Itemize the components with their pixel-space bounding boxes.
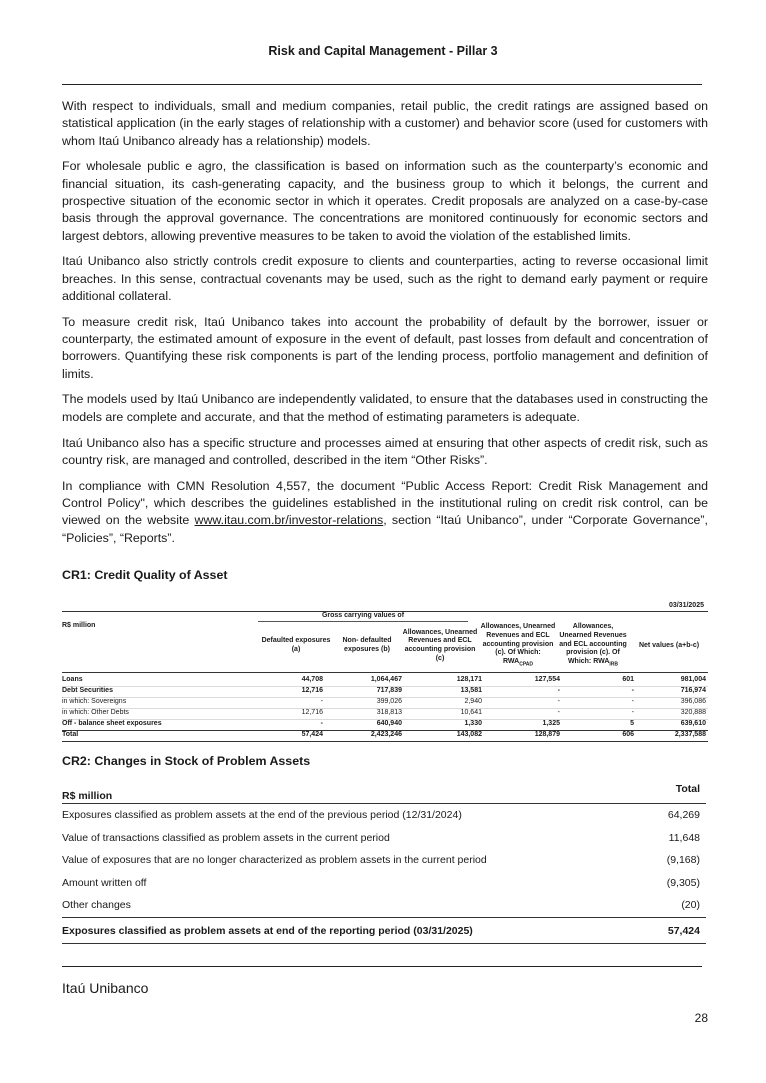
cr1-cell: - xyxy=(557,698,560,705)
cr1-cell: - xyxy=(557,709,560,716)
paragraph: With respect to individuals, small and medium companies, retail public, the credit ratings are assigned based on statistical application (in the early stages of relationship with a customer) and behavior score (used for customers with whom Itaú Unibanco already has a relationship) models. xyxy=(62,99,708,148)
paragraph: Itaú Unibanco also has a specific structure and processes aimed at ensuring that other aspects of credit risk, such as country risk, are managed and controlled, described in the item “Other Risks”. xyxy=(62,435,708,467)
cr1-cell: 981,004 xyxy=(680,676,706,683)
cr1-cell: 396,086 xyxy=(680,698,706,705)
cr2-total-header: Total xyxy=(675,783,700,795)
cr2-table-row xyxy=(62,805,706,827)
cr1-cell: - xyxy=(631,687,634,694)
table-rule xyxy=(62,803,706,804)
cr1-column-header xyxy=(480,621,556,671)
policy-text-before: In compliance with CMN Resolution 4,557, the document “Public Access Report: Credit Risk Management and Control Policy", which describes the guidelines established in the institutional ruling on credit risk control, can be viewed on the website xyxy=(62,478,708,528)
cr1-cell: - xyxy=(557,687,560,694)
cr1-cell: 127,554 xyxy=(534,676,560,683)
cr1-cell: 13,581 xyxy=(460,687,482,694)
footer-divider xyxy=(62,966,702,967)
investor-relations-link[interactable]: www.itau.com.br/investor-relations xyxy=(194,513,384,528)
cr1-row-label: Loans xyxy=(62,676,83,683)
cr1-cell: - xyxy=(320,698,323,705)
cr1-column-header xyxy=(334,621,400,671)
cr1-cell: 399,026 xyxy=(376,698,402,705)
cr1-column-header xyxy=(556,621,630,671)
cr1-cell: 601 xyxy=(622,676,634,683)
cr1-cell: 1,064,467 xyxy=(370,676,402,683)
cr1-column-label: Non- defaulted exposures (b) xyxy=(342,637,392,653)
cr2-row-label: Amount written off xyxy=(62,876,147,889)
cr1-column-label: Net values (a+b-c) xyxy=(638,641,700,649)
page-number: 28 xyxy=(694,1011,708,1025)
cr1-column-header xyxy=(630,621,708,671)
cr1-table-row xyxy=(62,697,708,708)
cr1-cell: 10,641 xyxy=(460,709,482,716)
cr2-row-value: 11,648 xyxy=(668,831,700,844)
cr2-row-label: Value of exposures that are no longer characterized as problem assets in the current period xyxy=(62,854,487,866)
cr1-column-header xyxy=(400,621,480,671)
cr1-column-label: Allowances, Unearned Revenues and ECL accounting provision (c) xyxy=(402,628,478,662)
cr1-row-label: in which: Sovereigns xyxy=(62,698,127,705)
cr1-row-label: Off - balance sheet exposures xyxy=(62,720,162,727)
cr1-row-label: Debt Securities xyxy=(62,687,113,694)
cr2-row-value: (9,168) xyxy=(666,854,700,866)
header-divider xyxy=(62,84,702,85)
cr1-cell: 12,716 xyxy=(301,709,323,716)
page-header-title: Risk and Capital Management - Pillar 3 xyxy=(268,44,498,58)
cr1-units: R$ million xyxy=(62,622,96,629)
cr1-cell: 128,171 xyxy=(456,676,482,683)
cr1-row-label: in which: Other Debts xyxy=(62,709,129,716)
cr1-cell: 716,974 xyxy=(680,687,706,694)
body-text xyxy=(62,98,708,555)
cr2-row-value: (9,305) xyxy=(666,876,700,889)
cr1-cell: 639,610 xyxy=(680,720,706,727)
cr2-row-label: Value of transactions classified as problem assets in the current period xyxy=(62,831,390,844)
cr1-cell: 1,325 xyxy=(542,720,560,727)
cr1-column-label: Allowances, Unearned Revenues and ECL accounting provision (c). Of Which: RWA xyxy=(480,623,556,665)
cr1-cell: 640,940 xyxy=(376,720,402,727)
cr2-units: R$ million xyxy=(62,790,113,802)
cr1-cell: 57,424 xyxy=(301,731,323,738)
cr2-row-value: (20) xyxy=(681,899,700,911)
cr2-row-value: 64,269 xyxy=(667,809,700,821)
cr1-cell: 1,330 xyxy=(464,720,482,727)
paragraph-policy xyxy=(62,478,708,547)
cr1-cell: 5 xyxy=(630,720,634,727)
cr1-table-row xyxy=(62,675,708,686)
cr2-table-row xyxy=(62,895,706,917)
cr1-table-row xyxy=(62,708,708,719)
cr1-cell: 717,839 xyxy=(376,687,402,694)
policy-text-after: , section “Itaú Unibanco”, under “Corporate Governance”, “Policies”, “Reports”. xyxy=(62,513,708,545)
table-rule xyxy=(62,672,708,673)
cr1-table-row xyxy=(62,719,708,730)
gross-carrying-header: Gross carrying values of xyxy=(321,612,405,619)
cr1-cell: 320,888 xyxy=(680,709,706,716)
cr1-cell: 128,879 xyxy=(534,731,560,738)
paragraph: For wholesale public e agro, the classification is based on information such as the counterparty’s economic and financial situation, its cash-generating capacity, and the business group to which it belongs, the current and prospective situation of the economic sector in which it operates. Credit proposals are analyzed on a case-by-case basis through the approval governance. The concentrations are monitored continuously for economic sectors and largest debtors, allowing preventive measures to be taken to avoid the violation of the established limits. xyxy=(62,159,708,243)
cr2-row-label: Exposures classified as problem assets at the end of the previous period (12/31/2024) xyxy=(62,809,462,821)
table-rule xyxy=(62,741,708,742)
cr1-table-row xyxy=(62,686,708,697)
cr2-table-row xyxy=(62,850,706,872)
cr2-row-label: Other changes xyxy=(62,899,131,911)
cr1-cell: - xyxy=(631,698,634,705)
cr1-row-label: Total xyxy=(62,731,79,738)
table-rule xyxy=(62,943,706,944)
cr1-cell: - xyxy=(631,709,634,716)
cr1-column-header xyxy=(258,621,334,671)
cr2-row-label: Exposures classified as problem assets at end of the reporting period (03/31/2025) xyxy=(62,924,473,937)
cr2-table-row xyxy=(62,873,706,895)
cr1-title: CR1: Credit Quality of Asset xyxy=(62,568,228,582)
cr1-cell: 2,337,588 xyxy=(674,731,706,738)
cr1-cell: - xyxy=(320,720,323,727)
cr1-column-label: Allowances, Unearned Revenues and ECL accounting provision (c). Of Which: RWA xyxy=(559,623,627,665)
cr1-cell: 606 xyxy=(622,731,634,738)
cr1-cell: 44,708 xyxy=(301,676,323,683)
cr1-column-label: Defaulted exposures (a) xyxy=(261,637,331,653)
paragraph: The models used by Itaú Unibanco are independently validated, to ensure that the databases used in constructing the models are complete and accurate, and that the method of estimating parameters is adequate. xyxy=(62,392,708,424)
paragraph: Itaú Unibanco also strictly controls credit exposure to clients and counterparties, acting to reverse occasional limit breaches. In this sense, contractual covenants may be used, such as the right to demand early payment or require additional collateral. xyxy=(62,254,708,303)
cr1-cell: 318,813 xyxy=(376,709,402,716)
cr1-cell: 2,423,246 xyxy=(370,731,402,738)
cr2-table-row xyxy=(62,921,706,943)
cr1-cell: 12,716 xyxy=(301,687,323,694)
cr1-cell: 2,940 xyxy=(464,698,482,705)
cr1-table-row xyxy=(62,730,708,741)
cr1-column-subscript: CPAD xyxy=(519,661,533,668)
table-rule xyxy=(62,917,706,918)
cr2-row-value: 57,424 xyxy=(667,924,700,937)
cr1-column-subscript: IRB xyxy=(609,661,619,668)
cr1-cell: 143,082 xyxy=(456,731,482,738)
cr2-title: CR2: Changes in Stock of Problem Assets xyxy=(62,754,311,768)
footer-brand: Itaú Unibanco xyxy=(62,980,149,996)
cr1-date: 03/31/2025 xyxy=(668,602,704,609)
paragraph: To measure credit risk, Itaú Unibanco takes into account the probability of default by the borrower, issuer or counterparty, the estimated amount of exposure in the event of default, past losses from default and concentration of borrowers. Quantifying these risk components is part of the lending process, portfolio management and definition of limits. xyxy=(62,314,708,381)
cr2-table-row xyxy=(62,828,706,850)
